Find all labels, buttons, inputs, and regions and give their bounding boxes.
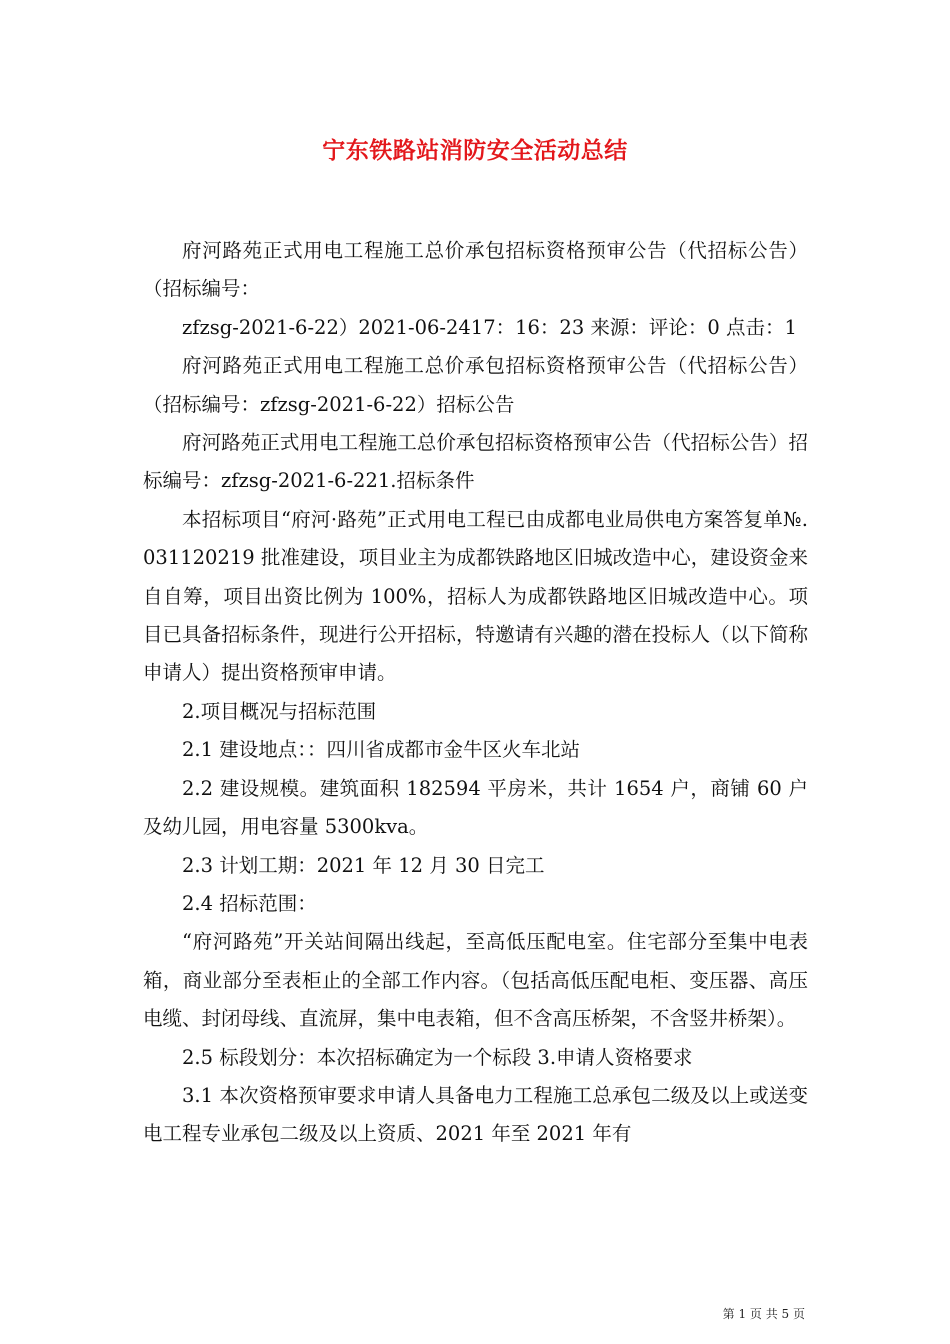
paragraph-6: 2.项目概况与招标范围 — [182, 699, 377, 723]
paragraph-13: 3.1 本次资格预审要求申请人具备电力工程施工总承包二级及以上或送变电工程专业承包二级及以上资质、2021 年至 2021 年有 — [143, 1083, 808, 1146]
paragraph-1: 府河路苑正式用电工程施工总价承包招标资格预审公告（代招标公告）（招标编号： — [143, 239, 808, 301]
paragraph-3: 府河路苑正式用电工程施工总价承包招标资格预审公告（代招标公告）（招标编号：zfzsg-2021-6-22）招标公告 — [143, 354, 808, 416]
paragraph-8: 2.2 建设规模。建筑面积 182594 平房米，共计 1654 户，商铺 60 户及幼儿园，用电容量 5300kva。 — [143, 776, 808, 839]
paragraph-5: 本招标项目“府河·路苑”正式用电工程已由成都电业局供电方案答复单№.031120219 批准建设，项目业主为成都铁路地区旧城改造中心，建设资金来自自筹，项目出资比例为 100%，招标人为成都铁路地区旧城改造中心。项目已具备招标条件，现进行公开招标，特邀请有兴趣的潜在投标人（以下简称申请人）提出资格预审申请。 — [143, 507, 808, 685]
document-title: 宁东铁路站消防安全活动总结 — [322, 137, 628, 164]
paragraph-4: 府河路苑正式用电工程施工总价承包招标资格预审公告（代招标公告）招标编号：zfzsg-2021-6-221.招标条件 — [143, 431, 808, 493]
paragraph-2: zfzsg-2021-6-22）2021-06-2417：16：23 来源：评论：0 点击：1 — [182, 315, 797, 339]
paragraph-12: 2.5 标段划分：本次招标确定为一个标段 3.申请人资格要求 — [182, 1045, 693, 1069]
paragraph-9: 2.3 计划工期：2021 年 12 月 30 日完工 — [182, 853, 545, 877]
paragraph-7: 2.1 建设地点：：四川省成都市金牛区火车北站 — [182, 738, 580, 762]
document-body — [143, 232, 808, 1154]
page-number-footer: 第 1 页 共 5 页 — [722, 1307, 805, 1321]
paragraph-11: “府河路苑”开关站间隔出线起，至高低压配电室。住宅部分至集中电表箱，商业部分至表柜止的全部工作内容。（包括高低压配电柜、变压器、高压电缆、封闭母线、直流屏，集中电表箱，但不含高压桥架，不含竖井桥架）。 — [143, 930, 808, 1031]
paragraph-10: 2.4 招标范围： — [182, 891, 317, 915]
